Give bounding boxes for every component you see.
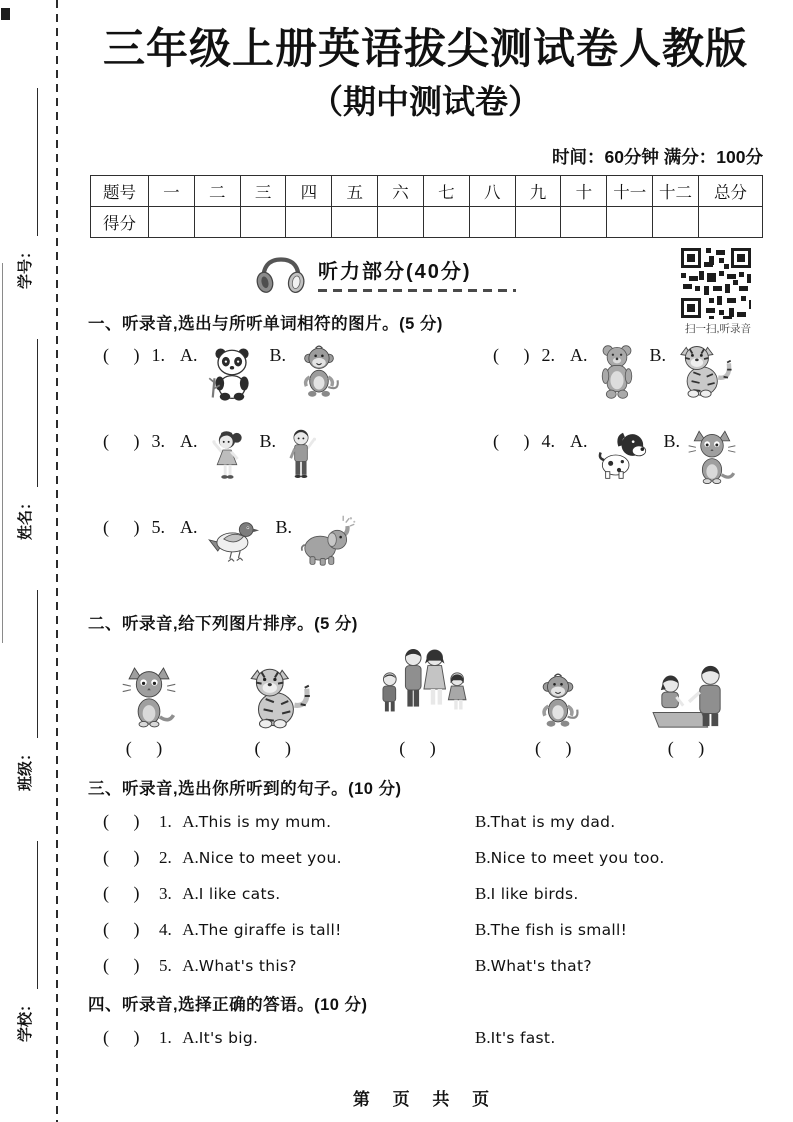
answer-bracket: ( ) [667, 738, 715, 758]
score-row-label: 得分 [91, 207, 149, 238]
option-b-text: What's that? [490, 957, 592, 975]
option-a-label: A. [182, 1028, 199, 1047]
answer-bracket: ( ) [399, 738, 446, 758]
qr-code-block [679, 246, 757, 336]
page-footer: 第 页 共 页 [352, 1090, 499, 1109]
question-number: 1. [159, 812, 172, 831]
monkey-image [530, 670, 586, 730]
option-a-text: It's big. [198, 1029, 259, 1047]
option-a-label: A. [180, 517, 198, 537]
dashed-underline [318, 289, 516, 292]
s3-question-1 [103, 811, 793, 832]
score-header-cell: 三 [240, 176, 286, 207]
student-info-margin [0, 0, 56, 1122]
option-b-text: That is my dad. [490, 813, 616, 831]
option-a-label: A. [180, 431, 198, 451]
school-blank-line [37, 841, 38, 989]
section3-heading: 三、听录音,选出你所听到的句子。(10 分) [88, 780, 402, 798]
answer-bracket: ( ) [103, 955, 150, 975]
score-input-cell [699, 207, 763, 238]
score-header-cell: 一 [149, 176, 195, 207]
option-b-label: B. [475, 884, 491, 903]
score-table [90, 175, 763, 238]
boy-image [282, 428, 320, 490]
section1-heading: 一、听录音,选出与所听单词相符的图片。(5 分) [88, 315, 443, 333]
tiger-image [241, 664, 315, 730]
talking-kids-image [649, 660, 733, 730]
monkey-image [292, 342, 346, 400]
section2-answer-brackets [120, 738, 733, 759]
option-b-label: B. [475, 812, 491, 831]
option-b-text: It's fast. [490, 1029, 556, 1047]
score-input-cell [286, 207, 332, 238]
score-input-cell [332, 207, 378, 238]
option-a-label: A. [180, 345, 198, 365]
option-a-label: A. [182, 848, 199, 867]
score-input-cell [653, 207, 699, 238]
score-input-cell [423, 207, 469, 238]
listening-section-title: 听力部分(40分) [318, 260, 472, 283]
option-b-label: B. [475, 920, 491, 939]
paper-content [58, 0, 793, 1063]
option-a-text: I like cats. [198, 885, 281, 903]
answer-bracket: ( ) [103, 431, 150, 451]
score-header-cell: 八 [469, 176, 515, 207]
section2-pictures [120, 642, 733, 730]
score-header-cell: 七 [423, 176, 469, 207]
score-header-cell: 六 [378, 176, 424, 207]
cat-image [120, 664, 178, 730]
score-input-cell [515, 207, 561, 238]
student-id-blank-line [37, 88, 38, 236]
score-header-cell: 十 [561, 176, 607, 207]
question-number: 3. [151, 431, 165, 451]
section1-questions [103, 334, 793, 600]
class-label: 班级： [16, 746, 34, 792]
score-header-cell: 四 [286, 176, 332, 207]
option-b-label: B. [269, 345, 287, 365]
section4-questions [58, 1027, 793, 1048]
question-number: 5. [159, 956, 172, 975]
school-label: 学校： [16, 996, 34, 1042]
girl-image [204, 428, 250, 490]
option-b-label: B. [475, 848, 491, 867]
s3-question-4 [103, 919, 793, 940]
question-number: 4. [159, 920, 172, 939]
s3-question-3 [103, 883, 793, 904]
option-b-text: Nice to meet you too. [490, 849, 665, 867]
bird-image [204, 514, 266, 564]
answer-bracket: ( ) [254, 738, 301, 758]
score-header-cell: 十二 [653, 176, 699, 207]
answer-bracket: ( ) [103, 517, 150, 537]
option-a-label: A. [182, 920, 199, 939]
option-a-label: A. [570, 345, 588, 365]
answer-bracket: ( ) [493, 345, 540, 365]
option-b-label: B. [475, 956, 491, 975]
panda-image [204, 342, 260, 404]
score-header-cell: 十一 [607, 176, 653, 207]
score-input-cell [607, 207, 653, 238]
score-input-cell [561, 207, 607, 238]
answer-bracket: ( ) [103, 345, 150, 365]
time-score-info: 时间：60分钟 满分：100分 [551, 147, 763, 167]
score-input-cell [194, 207, 240, 238]
score-header-cell: 总分 [699, 176, 763, 207]
question-number: 1. [151, 345, 165, 365]
class-blank-line [37, 590, 38, 738]
option-a-text: The giraffe is tall! [198, 921, 342, 939]
answer-bracket: ( ) [103, 811, 150, 831]
score-table-header-row [91, 176, 763, 207]
answer-bracket: ( ) [103, 919, 150, 939]
s4-question-1 [103, 1027, 793, 1048]
s1-question-2 [493, 342, 793, 428]
tiger-image [672, 342, 736, 399]
paper-title: 三年级上册英语拔尖测试卷人教版 [102, 25, 748, 72]
score-header-cell: 九 [515, 176, 561, 207]
option-b-label: B. [259, 431, 277, 451]
elephant-image [298, 514, 356, 567]
score-header-cell: 二 [194, 176, 240, 207]
answer-bracket: ( ) [493, 431, 540, 451]
answer-bracket: ( ) [125, 738, 173, 758]
answer-bracket: ( ) [535, 738, 582, 758]
answer-bracket: ( ) [103, 1027, 150, 1047]
question-number: 3. [159, 884, 172, 903]
student-name-label: 姓名： [16, 495, 34, 541]
section3-questions [58, 811, 793, 976]
option-a-label: A. [182, 956, 199, 975]
question-number: 4. [541, 431, 555, 451]
s1-question-3 [103, 428, 493, 514]
qr-caption: 扫一扫,听录音 [685, 323, 751, 335]
score-input-cell [469, 207, 515, 238]
question-number: 5. [151, 517, 165, 537]
s1-question-5 [103, 514, 493, 600]
s3-question-5 [103, 955, 793, 976]
question-number: 1. [159, 1028, 172, 1047]
bear-image [594, 342, 640, 402]
option-b-text: I like birds. [490, 885, 579, 903]
option-b-label: B. [275, 517, 293, 537]
section2-heading: 二、听录音,给下列图片排序。(5 分) [88, 615, 358, 633]
option-b-text: The fish is small! [490, 921, 628, 939]
student-id-label: 学号： [16, 244, 34, 290]
answer-bracket: ( ) [103, 883, 150, 903]
section4-heading: 四、听录音,选择正确的答语。(10 分) [88, 996, 368, 1014]
family-image [378, 647, 468, 730]
option-b-label: B. [475, 1028, 491, 1047]
cat-image [686, 428, 738, 486]
score-header-cell: 题号 [91, 176, 149, 207]
s1-question-4 [493, 428, 793, 514]
option-a-label: A. [182, 812, 199, 831]
option-a-label: A. [570, 431, 588, 451]
question-number: 2. [541, 345, 555, 365]
student-id-field [18, 88, 39, 289]
question-number: 2. [159, 848, 172, 867]
option-a-text: This is my mum. [198, 813, 332, 831]
student-name-blank-line [37, 339, 38, 487]
score-table-score-row [91, 207, 763, 238]
score-input-cell [378, 207, 424, 238]
option-b-label: B. [649, 345, 667, 365]
class-field [18, 590, 39, 791]
score-input-cell [240, 207, 286, 238]
score-input-cell [149, 207, 195, 238]
paper-subtitle: （期中测试卷） [310, 83, 541, 120]
option-a-text: Nice to meet you. [198, 849, 342, 867]
s1-question-1 [103, 342, 493, 428]
option-b-label: B. [663, 431, 681, 451]
option-a-label: A. [182, 884, 199, 903]
school-field [18, 841, 39, 1042]
dog-image [594, 428, 654, 482]
score-header-cell: 五 [332, 176, 378, 207]
student-name-field [18, 339, 39, 540]
headphones-icon [254, 251, 308, 295]
option-a-text: What's this? [198, 957, 297, 975]
qr-code [679, 246, 757, 320]
answer-bracket: ( ) [103, 847, 150, 867]
s3-question-2 [103, 847, 793, 868]
